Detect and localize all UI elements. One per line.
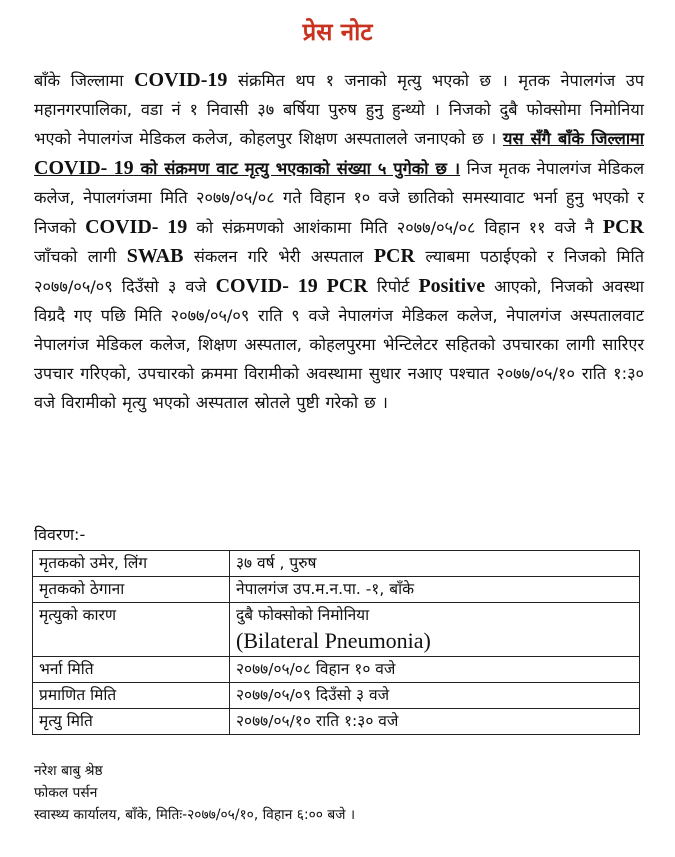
table-row	[33, 709, 640, 735]
row-value: नेपालगंज उप.म.न.पा. -१, बाँके	[230, 577, 640, 603]
body-text: संक्रमित थप १ जनाको मृत्यु भएको छ । मृतक नेपालगंज उप महानगरपालिका, वडा नं १ निवासी ३७ बर्षिया पुरुष हुनु हुन्थ्यो । निजको दुबै फोक्सोमा निमोनिया भएको नेपालगंज मेडिकल कलेज, कोहलपुर शिक्षण अस्पतालले जनाएको छ ।	[34, 71, 644, 148]
signatory-name: नरेश बाबु श्रेष्ठ	[34, 763, 103, 779]
row-value: २०७७/०५/०८ विहान १० वजे	[230, 657, 640, 683]
body-text: ल्याबमा पठाईएको र निजको मिति २०७७/०५/०९ दिउँसो ३ वजे	[34, 247, 644, 297]
row-value	[230, 603, 640, 657]
row-key: मृत्यु मिति	[33, 709, 230, 735]
body-text-latin: PCR	[373, 245, 415, 268]
body-text-latin: PCR	[602, 215, 644, 238]
signatory-role: फोकल पर्सन	[34, 785, 98, 801]
table-row	[33, 683, 640, 709]
cause-nepali: दुबै फोक्सोको निमोनिया	[236, 606, 370, 624]
body-text: रिपोर्ट	[367, 277, 419, 297]
row-key: मृतकको उमेर, लिंग	[33, 551, 230, 577]
table-row	[33, 657, 640, 683]
press-note-title: प्रेस नोट	[302, 18, 373, 46]
signature-block	[34, 760, 355, 826]
highlighted-text-latin: COVID- 19	[34, 156, 134, 179]
details-table	[32, 550, 640, 735]
details-label: विवरण:-	[34, 525, 86, 544]
row-value: ३७ वर्ष , पुरुष	[230, 551, 640, 577]
highlighted-text: यस सँगै बाँके जिल्लामा	[503, 128, 644, 148]
body-text-latin: SWAB	[126, 245, 184, 268]
table-row	[33, 577, 640, 603]
office-and-date: स्वास्थ्य कार्यालय, बाँके, मितिः-२०७७/०५/१०, विहान ६:०० बजे ।	[34, 807, 356, 823]
row-key: मृतकको ठेगाना	[33, 577, 230, 603]
body-text: संकलन गरि भेरी अस्पताल	[183, 247, 374, 267]
row-value: २०७७/०५/०९ दिउँसो ३ वजे	[230, 683, 640, 709]
body-text: आएको, निजको अवस्था विग्रदै गए पछि मिति २०७७/०५/०९ राति ९ वजे नेपालगंज मेडिकल कलेज, नेपालगंज अस्पतालवाट नेपालगंज मेडिकल कलेज, शिक्षण अस्पताल, कोहलपुरमा भेन्टिलेटर सहितको उपचारका लागी सारिएर उपचार गरिएको, उपचारको क्रममा विरामीको अवस्थामा सुधार नआए पश्चात २०७७/०५/१० राति १:३० वजे विरामीको मृत्यु भएको अस्पताल स्रोतले पुष्टी गरेको छ ।	[34, 277, 645, 412]
body-text: को संक्रमणको आशंकामा मिति २०७७/०५/०८ विहान ११ वजे नै	[187, 217, 603, 237]
table-row	[33, 603, 640, 657]
row-key: भर्ना मिति	[33, 657, 230, 683]
body-text: जाँचको लागी	[34, 247, 127, 267]
body-text-latin: COVID- 19 PCR	[215, 275, 368, 298]
highlighted-text: को संक्रमण वाट मृत्यु भएकाको संख्या ५ पुगेको छ ।	[133, 158, 461, 178]
press-note-body	[34, 66, 644, 418]
table-row	[33, 551, 640, 577]
row-key: मृत्युको कारण	[33, 603, 230, 657]
body-text: निज मृतक नेपालगंज मेडिकल कलेज, नेपालगंजमा मिति २०७७/०५/०८ गते विहान १० वजे छातिको समस्यावाट भर्ना हुनु भएको र निजको	[34, 158, 644, 237]
cause-english: (Bilateral Pneumonia)	[236, 628, 431, 653]
body-text-latin: COVID-19	[134, 69, 228, 91]
body-text-latin: Positive	[418, 275, 486, 298]
body-text-latin: COVID- 19	[85, 215, 188, 238]
row-value: २०७७/०५/१० राति १:३० वजे	[230, 709, 640, 735]
row-key: प्रमाणित मिति	[33, 683, 230, 709]
body-text: बाँके जिल्लामा	[34, 71, 135, 90]
